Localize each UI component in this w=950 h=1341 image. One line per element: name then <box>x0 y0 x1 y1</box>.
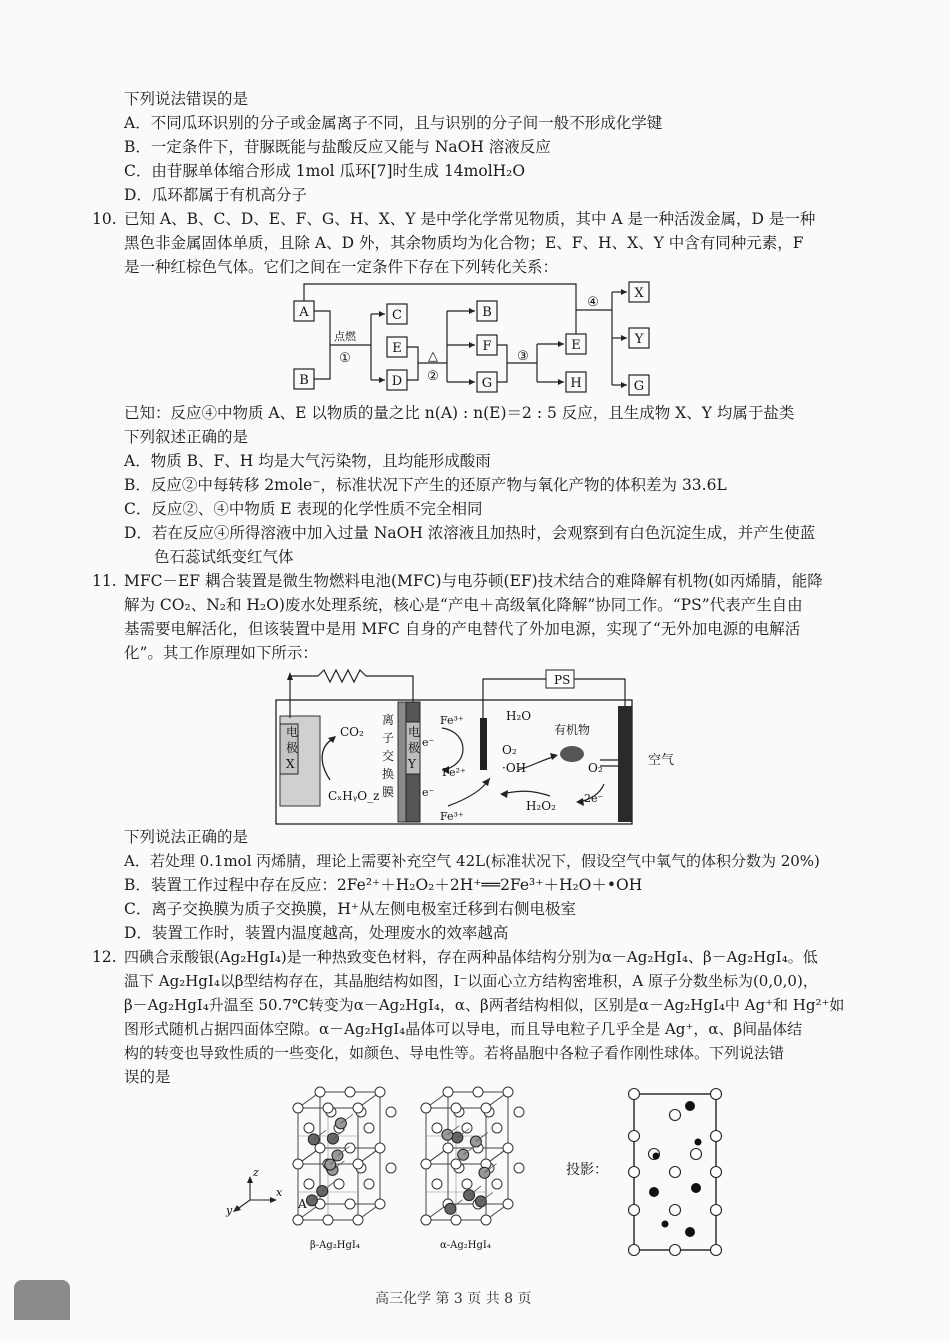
q10-option-b: B．反应②中每转移 2mole⁻，标准状况下产生的还原产物与氧化产物的体积差为 33.6L <box>124 476 727 494</box>
q11-2e: 2e⁻ <box>584 792 604 805</box>
q11-mfc-ef-diagram <box>270 662 640 828</box>
q10-stem-line3: 是一种红棕色气体。它们之间在一定条件下存在下列转化关系： <box>124 258 559 276</box>
q12-axis-y: y <box>226 1204 233 1217</box>
q11-electron-1: e⁻ <box>422 736 435 749</box>
q11-fe2: Fe²⁺ <box>442 766 466 779</box>
q10-label-heat: △ <box>428 349 438 364</box>
q10-box-a: A <box>299 305 309 320</box>
q10-box-h: H <box>570 376 582 391</box>
q10-conversion-diagram <box>285 276 665 400</box>
q12-axis-z: z <box>253 1166 259 1179</box>
q12-projection-label: 投影： <box>566 1162 608 1178</box>
q11-number: 11. <box>92 572 117 590</box>
q10-box-y: Y <box>634 332 644 347</box>
q11-co2: CO₂ <box>340 725 364 739</box>
q11-ask: 下列说法正确的是 <box>124 828 249 846</box>
q12-beta-cell <box>293 1087 396 1225</box>
q12-axis-x: x <box>276 1186 283 1199</box>
q11-electrode-y-2: 极 <box>408 741 421 755</box>
q10-box-e2: E <box>571 338 581 353</box>
q10-ask: 下列叙述正确的是 <box>124 428 249 446</box>
q12-crystal-diagram <box>220 1084 740 1260</box>
q11-electrode-y-1: 电 <box>408 725 421 739</box>
q11-organic: 有机物 <box>554 723 591 737</box>
q10-option-d: D．若在反应④所得溶液中加入过量 NaOH 浓溶液且加热时，会观察到有白色沉淀生成，并产生使蓝 <box>124 524 816 542</box>
q11-membrane-3: 交 <box>382 749 395 763</box>
q12-stem-line5: 构的转变也导致性质的一些变化，如颜色、导电性等。若将晶胞中各粒子看作刚性球体。下列说法错 <box>124 1044 785 1062</box>
q10-label-4: ④ <box>587 295 599 310</box>
q10-stem-line1: 已知 A、B、C、D、E、F、G、H、X、Y 是中学化学常见物质，其中 A 是一种活泼金属，D 是一种 <box>124 210 816 228</box>
q12-stem-line1: 四碘合汞酸银(Ag₂HgI₄)是一种热致变色材料，存在两种晶体结构分别为α－Ag₂HgI₄、β－Ag₂HgI₄。低 <box>124 948 818 966</box>
q10-stem-line2: 黑色非金属固体单质，且除 A、D 外，其余物质均为化合物；E、F、H、X、Y 中含有同种元素，F <box>124 234 804 252</box>
q9-option-d: D．瓜环都属于有机高分子 <box>124 186 307 204</box>
q11-option-b: B．装置工作过程中存在反应：2Fe²⁺＋H₂O₂＋2H⁺══2Fe³⁺＋H₂O＋•OH <box>124 876 643 894</box>
q11-stem-line2: 解为 CO₂、N₂和 H₂O)废水处理系统，核心是“产电＋高级氧化降解”协同工作。“PS”代表产生自由 <box>124 596 803 614</box>
q10-box-b2: B <box>482 305 492 320</box>
q11-membrane-1: 离 <box>382 713 395 727</box>
q12-number: 12. <box>92 948 117 966</box>
q12-stem-line2: 温下 Ag₂HgI₄以β型结构存在，其晶胞结构如图，I⁻以面心立方结构密堆积，A 原子分数坐标为(0,0,0)， <box>124 972 818 990</box>
q12-stem-line4: 图形式随机占据四面体空隙。α－Ag₂HgI₄晶体可以导电，而且导电粒子几乎全是 Ag⁺，α、β间晶体结 <box>124 1020 803 1038</box>
q9-stem: 下列说法错误的是 <box>124 90 249 108</box>
q11-electrode-x-3: X <box>286 757 295 771</box>
q11-fe3-top: Fe³⁺ <box>440 714 464 727</box>
q10-box-c: C <box>392 308 402 323</box>
q12-atom-a: A <box>298 1197 307 1211</box>
q9-option-a: A．不同瓜环识别的分子或金属离子不同，且与识别的分子间一般不形成化学键 <box>124 114 663 132</box>
q10-box-g: G <box>481 376 493 391</box>
q11-membrane-4: 换 <box>382 767 395 781</box>
q11-electron-2: e⁻ <box>422 786 435 799</box>
q11-h2o: H₂O <box>506 709 532 723</box>
q10-label-3: ③ <box>517 349 529 364</box>
q11-option-d: D．装置工作时，装置内温度越高，处理废水的效率越高 <box>124 924 509 942</box>
q11-oh: ·OH <box>502 761 527 775</box>
q12-alpha-cell <box>421 1087 524 1225</box>
page-footer: 高三化学 第 3 页 共 8 页 <box>375 1291 532 1307</box>
page-corner-tab <box>14 1280 70 1320</box>
q10-box-g2: G <box>633 379 645 394</box>
q10-box-f: F <box>482 339 492 354</box>
q11-membrane-2: 子 <box>382 731 395 745</box>
q10-box-b: B <box>299 373 309 388</box>
q10-label-1: ① <box>339 351 351 366</box>
q11-electrode-x-2: 极 <box>286 741 299 755</box>
q11-h2o2: H₂O₂ <box>526 799 556 813</box>
q12-stem-line6: 误的是 <box>124 1068 171 1086</box>
q11-option-c: C．离子交换膜为质子交换膜，H⁺从左侧电极室迁移到右侧电极室 <box>124 900 577 918</box>
q10-number: 10. <box>92 210 117 228</box>
q12-stem-line3: β－Ag₂HgI₄升温至 50.7℃转变为α－Ag₂HgI₄，α、β两者结构相似，区别是α－Ag₂HgI₄中 Ag⁺和 Hg²⁺如 <box>124 996 845 1014</box>
q9-option-c: C．由苷脲单体缩合形成 1mol 瓜环[7]时生成 14molH₂O <box>124 162 526 180</box>
q12-projection <box>629 1089 722 1256</box>
q11-stem-line4: 化”。其工作原理如下所示： <box>124 644 318 662</box>
q10-label-2: ② <box>427 369 439 384</box>
q11-ps: PS <box>554 673 571 687</box>
q11-cxhyoz: CₓHᵧO_z <box>328 789 380 803</box>
q10-known: 已知：反应④中物质 A、E 以物质的量之比 n(A) : n(E)＝2 : 5 反应，且生成物 X、Y 均属于盐类 <box>124 404 795 422</box>
q11-o2-right: O₂ <box>588 761 603 775</box>
q10-box-d: D <box>391 374 403 389</box>
q11-electrode-y-3: Y <box>408 757 416 771</box>
q12-alpha-label: α-Ag₂HgI₄ <box>440 1240 491 1251</box>
q10-label-ignite: 点燃 <box>334 330 356 343</box>
q12-beta-label: β-Ag₂HgI₄ <box>310 1240 360 1251</box>
q11-stem-line1: MFC－EF 耦合装置是微生物燃料电池(MFC)与电芬顿(EF)技术结合的难降解有机物(如丙烯腈，能降 <box>124 572 823 590</box>
q11-electrode-x-1: 电 <box>286 725 299 739</box>
q11-membrane-5: 膜 <box>382 785 395 799</box>
q10-box-e: E <box>392 341 402 356</box>
q10-box-x: X <box>634 286 644 301</box>
q10-option-a: A．物质 B、F、H 均是大气污染物，且均能形成酸雨 <box>124 452 491 470</box>
q11-air-label: 空气 <box>648 753 675 768</box>
q10-option-d-cont: 色石蕊试纸变红气体 <box>154 548 294 566</box>
q11-fe3-bottom: Fe³⁺ <box>440 810 464 823</box>
q10-option-c: C．反应②、④中物质 E 表现的化学性质不完全相同 <box>124 500 483 518</box>
q11-stem-line3: 基需要电解活化，但该装置中是用 MFC 自身的产电替代了外加电源，实现了“无外加电源的电解活 <box>124 620 801 638</box>
q11-option-a: A．若处理 0.1mol 丙烯腈，理论上需要补充空气 42L(标准状况下，假设空气中氧气的体积分数为 20%) <box>124 852 820 870</box>
q9-option-b: B．一定条件下，苷脲既能与盐酸反应又能与 NaOH 溶液反应 <box>124 138 551 156</box>
q11-o2: O₂ <box>502 743 517 757</box>
